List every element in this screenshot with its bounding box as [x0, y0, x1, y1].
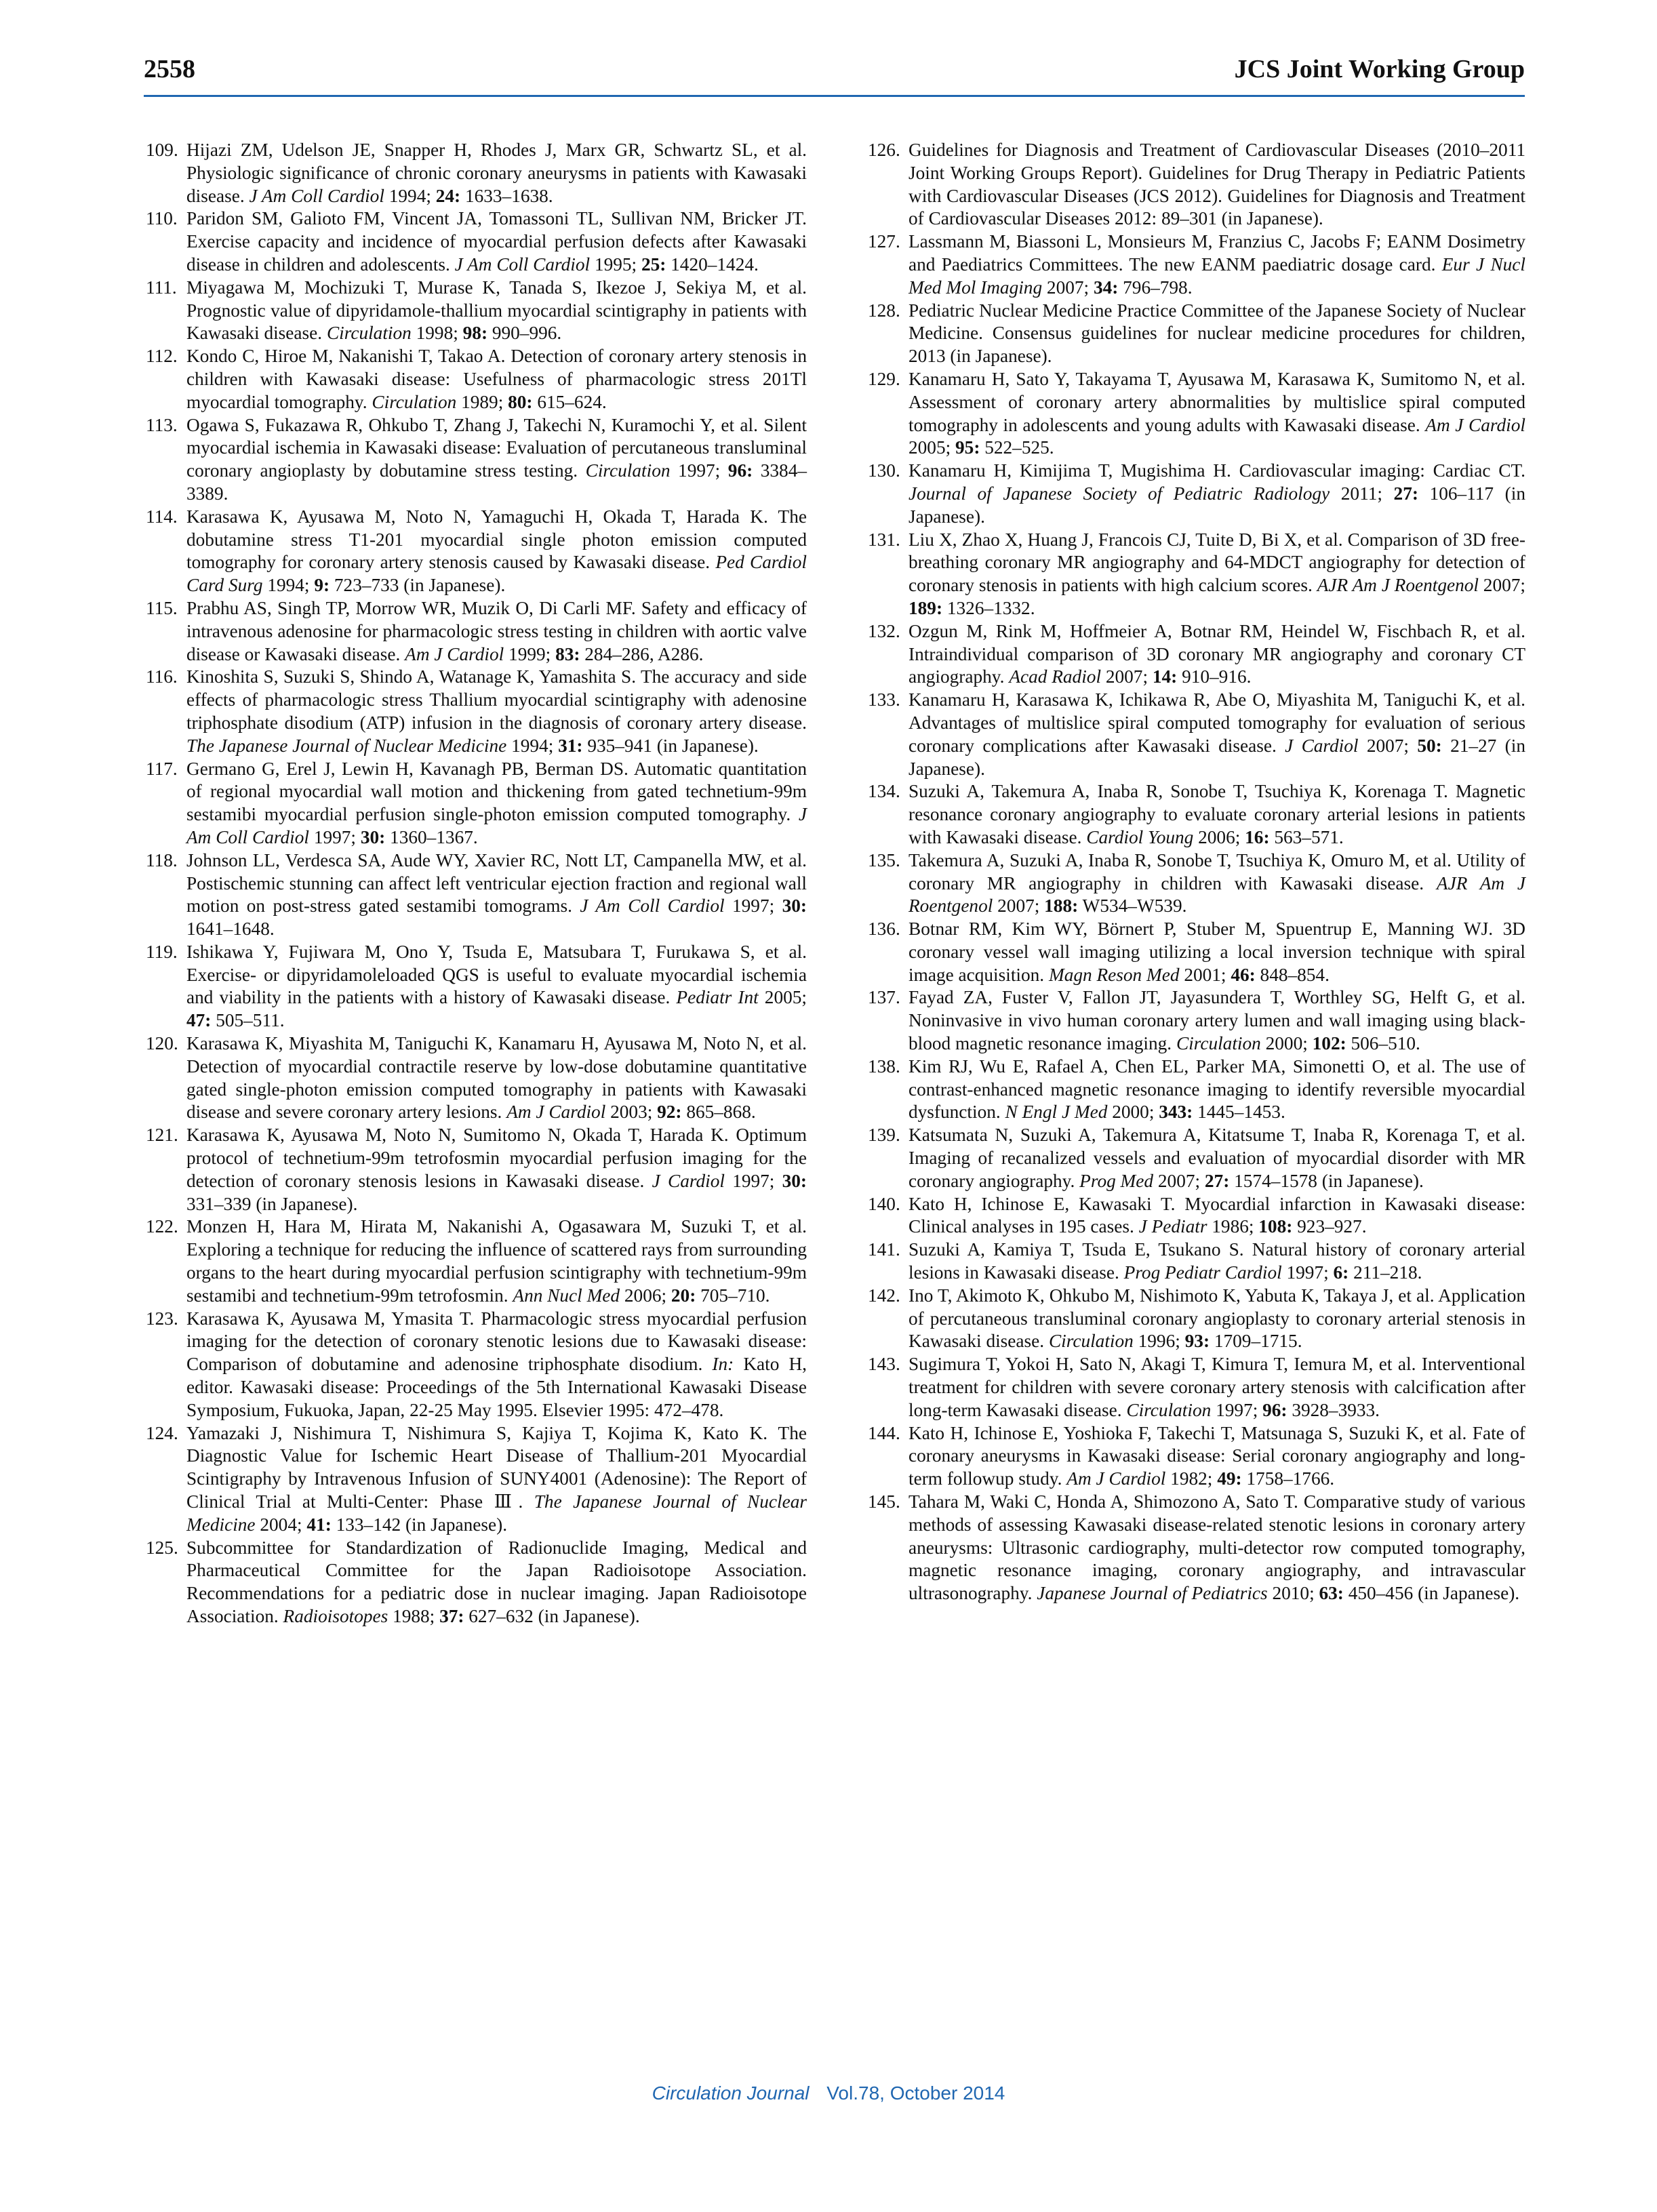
reference-text: Katsumata N, Suzuki A, Takemura A, Kitatsume T, Inaba R, Korenaga T, et al. Imaging of recanalized vessels and evaluation of myocardial disorder with MR coronary angiography. Prog Med 2007; 27: 1574–1578 (in Japanese). [909, 1125, 1525, 1191]
reference-text: Prabhu AS, Singh TP, Morrow WR, Muzik O, Di Carli MF. Safety and efficacy of intravenous adenosine for pharmacologic stress testing in children with aortic valve disease or Kawasaki disease. Am J Cardiol 1999; 83: 284–286, A286. [186, 597, 807, 664]
reference-text: Ozgun M, Rink M, Hoffmeier A, Botnar RM, Heindel W, Fischbach R, et al. Intraindividual comparison of 3D coronary MR angiography and coronary CT angiography. Acad Radiol 2007; 14: 910–916. [909, 620, 1525, 687]
reference-number: 131. [868, 529, 900, 550]
reference-text: Karasawa K, Ayusawa M, Noto N, Yamaguchi H, Okada T, Harada K. The dobutamine stress T1-201 myocardial single photon emission computed tomography for coronary artery stenosis caused by Kawasaki disease. Ped Cardiol Card Surg 1994; 9: 723–733 (in Japanese). [186, 506, 807, 596]
reference-number: 129. [868, 368, 900, 389]
reference-item [146, 139, 807, 207]
reference-number: 144. [868, 1422, 900, 1443]
reference-item [146, 666, 807, 757]
reference-number: 142. [868, 1285, 900, 1306]
reference-number: 111. [146, 277, 177, 298]
reference-number: 118. [146, 849, 178, 870]
reference-number: 114. [146, 506, 178, 527]
reference-text: Kinoshita S, Suzuki S, Shindo A, Watanage K, Yamashita S. The accuracy and side effects of pharmacologic stress Thallium myocardial scintigraphy with adenosine triphosphate disodium (ATP) infusion in the diagnosis of coronary artery disease. The Japanese Journal of Nuclear Medicine 1994; 31: 935–941 (in Japanese). [186, 666, 807, 756]
reference-number: 133. [868, 689, 900, 710]
page-footer [0, 2083, 1657, 2104]
reference-number: 130. [868, 460, 900, 481]
reference-text: Hijazi ZM, Udelson JE, Snapper H, Rhodes J, Marx GR, Schwartz SL, et al. Physiologic significance of chronic coronary aneurysms in patients with Kawasaki disease. J Am Coll Cardiol 1994; 24: 1633–1638. [186, 140, 807, 206]
reference-item [868, 1285, 1525, 1353]
reference-item [146, 277, 807, 345]
reference-item [868, 918, 1525, 986]
reference-number: 135. [868, 849, 900, 870]
reference-text: Takemura A, Suzuki A, Inaba R, Sonobe T, Tsuchiya K, Omuro M, et al. Utility of coronary MR angiography in children with Kawasaki disease. AJR Am J Roentgenol 2007; 188: W534–W539. [909, 849, 1526, 917]
reference-text: Ogawa S, Fukazawa R, Ohkubo T, Zhang J, Takechi N, Kuramochi Y, et al. Silent myocardial ischemia in Kawasaki disease: Evaluation of percutaneous transluminal coronary angioplasty by dobutamine stress testing. Circulation 1997; 96: 3384–3389. [186, 414, 807, 504]
reference-number: 117. [146, 758, 178, 779]
reference-number: 125. [146, 1537, 178, 1558]
reference-item [868, 1353, 1525, 1422]
reference-text: Guidelines for Diagnosis and Treatment of Cardiovascular Diseases (2010–2011 Joint Working Groups Report). Guidelines for Drug Therapy in Pediatric Patients with Cardiovascular Diseases (JCS 2012). Guidelines for Diagnosis and Treatment of Cardiovascular Diseases 2012: 89–301 (in Japanese). [909, 140, 1525, 229]
reference-number: 137. [868, 987, 900, 1008]
footer-issue: Vol.78, October 2014 [826, 2083, 1005, 2104]
reference-number: 116. [146, 666, 178, 687]
reference-number: 128. [868, 300, 900, 321]
reference-text: Suzuki A, Takemura A, Inaba R, Sonobe T, Tsuchiya K, Korenaga T. Magnetic resonance coronary angiography to evaluate coronary arterial lesions in patients with Kawasaki disease. Cardiol Young 2006; 16: 563–571. [909, 781, 1525, 847]
reference-number: 134. [868, 781, 900, 802]
reference-text: Paridon SM, Galioto FM, Vincent JA, Tomassoni TL, Sullivan NM, Bricker JT. Exercise capacity and incidence of myocardial perfusion defects after Kawasaki disease in children and adolescents. J Am Coll Cardiol 1995; 25: 1420–1424. [186, 208, 807, 275]
reference-number: 113. [146, 414, 178, 435]
reference-number: 124. [146, 1422, 178, 1443]
reference-item [868, 1422, 1525, 1491]
reference-text: Sugimura T, Yokoi H, Sato N, Akagi T, Kimura T, Iemura M, et al. Interventional treatment for children with severe coronary artery stenosis with calcification after long-term Kawasaki disease. Circulation 1997; 96: 3928–3933. [909, 1354, 1525, 1420]
reference-number: 121. [146, 1125, 178, 1146]
reference-number: 127. [868, 231, 900, 252]
reference-text: Kanamaru H, Kimijima T, Mugishima H. Cardiovascular imaging: Cardiac CT. Journal of Japanese Society of Pediatric Radiology 2011; 27: 106–117 (in Japanese). [909, 460, 1525, 527]
reference-item [868, 1055, 1525, 1124]
reference-number: 132. [868, 620, 900, 641]
reference-text: Johnson LL, Verdesca SA, Aude WY, Xavier RC, Nott LT, Campanella MW, et al. Postischemic stunning can affect left ventricular ejection fraction and regional wall motion on post-stress gated sestamibi tomograms. J Am Coll Cardiol 1997; 30: 1641–1648. [186, 849, 807, 940]
reference-number: 143. [868, 1354, 900, 1375]
reference-text: Botnar RM, Kim WY, Börnert P, Stuber M, Spuentrup E, Manning WJ. 3D coronary vessel wall imaging utilizing a local inversion technique with spiral image acquisition. Magn Reson Med 2001; 46: 848–854. [909, 919, 1525, 985]
reference-number: 122. [146, 1216, 178, 1237]
reference-item [146, 207, 807, 276]
reference-item [146, 597, 807, 666]
reference-text: Liu X, Zhao X, Huang J, Francois CJ, Tuite D, Bi X, et al. Comparison of 3D free-breathing coronary MR angiography and 64-MDCT angiography for detection of coronary stenosis in patients with high calcium scores. AJR Am J Roentgenol 2007; 189: 1326–1332. [909, 529, 1525, 618]
reference-text: Monzen H, Hara M, Hirata M, Nakanishi A, Ogasawara M, Suzuki T, et al. Exploring a technique for reducing the influence of scattered rays from surrounding organs to the heart during myocardial perfusion scintigraphy with technetium-99m sestamibi and technetium-99m tetrofosmin. Ann Nucl Med 2006; 20: 705–710. [186, 1216, 807, 1306]
reference-number: 140. [868, 1193, 900, 1214]
reference-number: 139. [868, 1125, 900, 1146]
reference-item [146, 1124, 807, 1215]
reference-item [868, 620, 1525, 689]
references-right-column [868, 139, 1525, 1605]
reference-item [868, 139, 1525, 230]
reference-text: Ino T, Akimoto K, Ohkubo M, Nishimoto K, Yabuta K, Takaya J, et al. Application of percutaneous transluminal coronary angioplasty to coronary arterial stenosis in Kawasaki disease. Circulation 1996; 93: 1709–1715. [909, 1285, 1525, 1352]
reference-item [146, 414, 807, 506]
reference-text: Karasawa K, Ayusawa M, Noto N, Sumitomo N, Okada T, Harada K. Optimum protocol of technetium-99m tetrofosmin myocardial perfusion imaging for the detection of coronary stenosis lesions in Kawasaki disease. J Cardiol 1997; 30: 331–339 (in Japanese). [186, 1125, 807, 1214]
reference-item [146, 1537, 807, 1628]
reference-text: Kondo C, Hiroe M, Nakanishi T, Takao A. Detection of coronary artery stenosis in children with Kawasaki disease: Usefulness of pharmacologic stress 201Tl myocardial tomography. Circulation 1989; 80: 615–624. [186, 346, 807, 412]
reference-item [146, 941, 807, 1032]
reference-text: Pediatric Nuclear Medicine Practice Committee of the Japanese Society of Nuclear Medicine. Consensus guidelines for nuclear medicine procedures for children, 2013 (in Japanese). [909, 300, 1525, 367]
reference-number: 110. [146, 208, 178, 229]
reference-item [868, 1124, 1525, 1192]
reference-item [146, 758, 807, 849]
reference-number: 119. [146, 941, 178, 962]
reference-item [146, 849, 807, 941]
reference-number: 136. [868, 919, 900, 940]
reference-number: 145. [868, 1491, 900, 1512]
reference-number: 115. [146, 597, 178, 618]
reference-text: Miyagawa M, Mochizuki T, Murase K, Tanada S, Ikezoe J, Sekiya M, et al. Prognostic value of dipyridamole-thallium myocardial scintigraphy in patients with Kawasaki disease. Circulation 1998; 98: 990–996. [186, 277, 807, 344]
reference-item [868, 780, 1525, 849]
reference-item [146, 1422, 807, 1537]
reference-item [146, 506, 807, 597]
reference-item [868, 689, 1525, 780]
reference-item [868, 529, 1525, 620]
reference-item [868, 368, 1525, 460]
reference-text: Kato H, Ichinose E, Yoshioka F, Takechi T, Matsunaga S, Suzuki K, et al. Fate of coronary aneurysms in Kawasaki disease: Serial coronary angiography and long-term followup study. Am J Cardiol 1982; 49: 1758–1766. [909, 1422, 1525, 1489]
reference-text: Kanamaru H, Sato Y, Takayama T, Ayusawa M, Karasawa K, Sumitomo N, et al. Assessment of coronary artery abnormalities by multislice spiral computed tomography in adolescents and young adults with Kawasaki disease. Am J Cardiol 2005; 95: 522–525. [909, 368, 1525, 458]
reference-item [868, 300, 1525, 368]
reference-text: Karasawa K, Miyashita M, Taniguchi K, Kanamaru H, Ayusawa M, Noto N, et al. Detection of myocardial contractile reserve by low-dose dobutamine quantitative gated single-photon emission computed tomography in patients with Kawasaki disease and severe coronary artery lesions. Am J Cardiol 2003; 92: 865–868. [186, 1033, 807, 1123]
footer-journal: Circulation Journal [652, 2083, 810, 2104]
page-number: 2558 [144, 55, 195, 83]
running-head: JCS Joint Working Group [1234, 55, 1525, 83]
reference-item [146, 1308, 807, 1422]
reference-item [868, 986, 1525, 1055]
reference-number: 141. [868, 1239, 900, 1260]
reference-text: Fayad ZA, Fuster V, Fallon JT, Jayasundera T, Worthley SG, Helft G, et al. Noninvasive in vivo human coronary artery lumen and wall imaging using black-blood magnetic resonance imaging. Circulation 2000; 102: 506–510. [909, 987, 1525, 1054]
reference-item [868, 1193, 1525, 1239]
reference-text: Karasawa K, Ayusawa M, Ymasita T. Pharmacologic stress myocardial perfusion imaging for the detection of coronary stenotic lesions due to Kawasaki disease: Comparison of dobutamine and adenosine triphosphate disodium. In: Kato H, editor. Kawasaki disease: Proceedings of the 5th International Kawasaki Disease Symposium, Fukuoka, Japan, 22-25 May 1995. Elsevier 1995: 472–478. [186, 1308, 807, 1420]
header-rule [144, 95, 1525, 97]
reference-text: Kato H, Ichinose E, Kawasaki T. Myocardial infarction in Kawasaki disease: Clinical analyses in 195 cases. J Pediatr 1986; 108: 923–927. [909, 1193, 1525, 1237]
reference-item [868, 1239, 1525, 1285]
reference-item [868, 230, 1525, 299]
reference-text: Lassmann M, Biassoni L, Monsieurs M, Franzius C, Jacobs F; EANM Dosimetry and Paediatrics Committees. The new EANM paediatric dosage card. Eur J Nucl Med Mol Imaging 2007; 34: 796–798. [909, 231, 1525, 298]
reference-number: 109. [146, 140, 178, 160]
reference-number: 123. [146, 1308, 178, 1329]
reference-number: 138. [868, 1055, 900, 1077]
reference-item [868, 1491, 1525, 1605]
reference-item [868, 460, 1525, 528]
reference-item [146, 345, 807, 414]
reference-text: Suzuki A, Kamiya T, Tsuda E, Tsukano S. Natural history of coronary arterial lesions in Kawasaki disease. Prog Pediatr Cardiol 1997; 6: 211–218. [909, 1239, 1525, 1283]
reference-text: Kanamaru H, Karasawa K, Ichikawa R, Abe O, Miyashita M, Taniguchi K, et al. Advantages of multislice spiral computed tomography for evaluation of serious coronary complications after Kawasaki disease. J Cardiol 2007; 50: 21–27 (in Japanese). [909, 689, 1525, 779]
reference-item [146, 1215, 807, 1307]
reference-number: 120. [146, 1033, 178, 1054]
reference-item [146, 1032, 807, 1124]
reference-item [868, 849, 1525, 918]
references-left-column [146, 139, 807, 1628]
reference-text: Ishikawa Y, Fujiwara M, Ono Y, Tsuda E, Matsubara T, Furukawa S, et al. Exercise- or dipyridamoleloaded QGS is useful to evaluate myocardial ischemia and viability in the patients with a history of Kawasaki disease. Pediatr Int 2005; 47: 505–511. [186, 941, 807, 1031]
reference-text: Germano G, Erel J, Lewin H, Kavanagh PB, Berman DS. Automatic quantitation of regional myocardial wall motion and thickening from gated technetium-99m sestamibi myocardial perfusion single-photon emission computed tomography. J Am Coll Cardiol 1997; 30: 1360–1367. [186, 758, 807, 847]
reference-number: 126. [868, 140, 900, 160]
reference-text: Yamazaki J, Nishimura T, Nishimura S, Kajiya T, Kojima K, Kato K. The Diagnostic Value for Ischemic Heart Disease of Thallium-201 Myocardial Scintigraphy by Intravenous Infusion of SUNY4001 (Adenosine): The Report of Clinical Trial at Multi-Center: Phase Ⅲ. The Japanese Journal of Nuclear Medicine 2004; 41: 133–142 (in Japanese). [186, 1422, 807, 1535]
reference-number: 112. [146, 346, 178, 367]
reference-text: Tahara M, Waki C, Honda A, Shimozono A, Sato T. Comparative study of various methods of assessing Kawasaki disease-related stenotic lesions in coronary artery aneurysms: Ultrasonic cardiography, multi-detector row computed tomography, magnetic resonance imaging, coronary angiography, and intravascular ultrasonography. Japanese Journal of Pediatrics 2010; 63: 450–456 (in Japanese). [909, 1491, 1525, 1604]
reference-text: Subcommittee for Standardization of Radionuclide Imaging, Medical and Pharmaceutical Committee for the Japan Radioisotope Association. Recommendations for a pediatric dose in nuclear imaging. Japan Radioisotope Association. Radioisotopes 1988; 37: 627–632 (in Japanese). [186, 1537, 807, 1626]
reference-text: Kim RJ, Wu E, Rafael A, Chen EL, Parker MA, Simonetti O, et al. The use of contrast-enhanced magnetic resonance imaging to identify reversible myocardial dysfunction. N Engl J Med 2000; 343: 1445–1453. [909, 1055, 1525, 1123]
